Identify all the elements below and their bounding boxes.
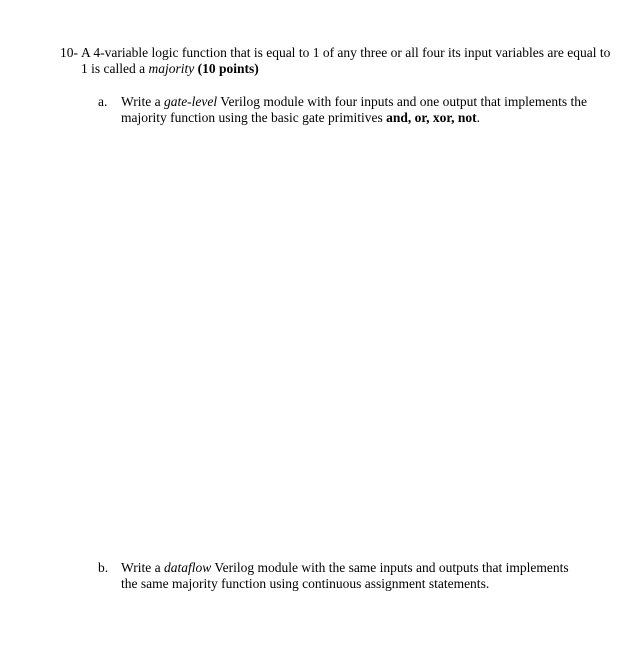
gate-level-term: gate-level (163, 94, 218, 109)
part-b-label: b. (98, 560, 109, 575)
part-a-text: Write a gate-level Verilog module with four inputs and one output that implements the majority function using the basic gate primitives and, or, xor, not. (121, 94, 587, 125)
part-b-text: Write a dataflow Verilog module with the same inputs and outputs that implements the same majority function using continuous assignment statements. (121, 560, 569, 591)
question-10 (60, 45, 620, 77)
points-label: (10 points) (197, 61, 259, 76)
majority-term: majority (148, 61, 195, 76)
dataflow-term: dataflow (163, 560, 212, 575)
part-a-label: a. (98, 94, 108, 109)
question-text (81, 45, 620, 77)
part-a (98, 94, 588, 126)
question-text-body: A 4-variable logic function that is equal to 1 of any three or all four its input variables are equal to 1 is called a (81, 45, 611, 76)
question-number: 10- (60, 45, 78, 60)
gate-primitives-list: and, or, xor, not (386, 110, 477, 125)
part-b (98, 560, 588, 592)
